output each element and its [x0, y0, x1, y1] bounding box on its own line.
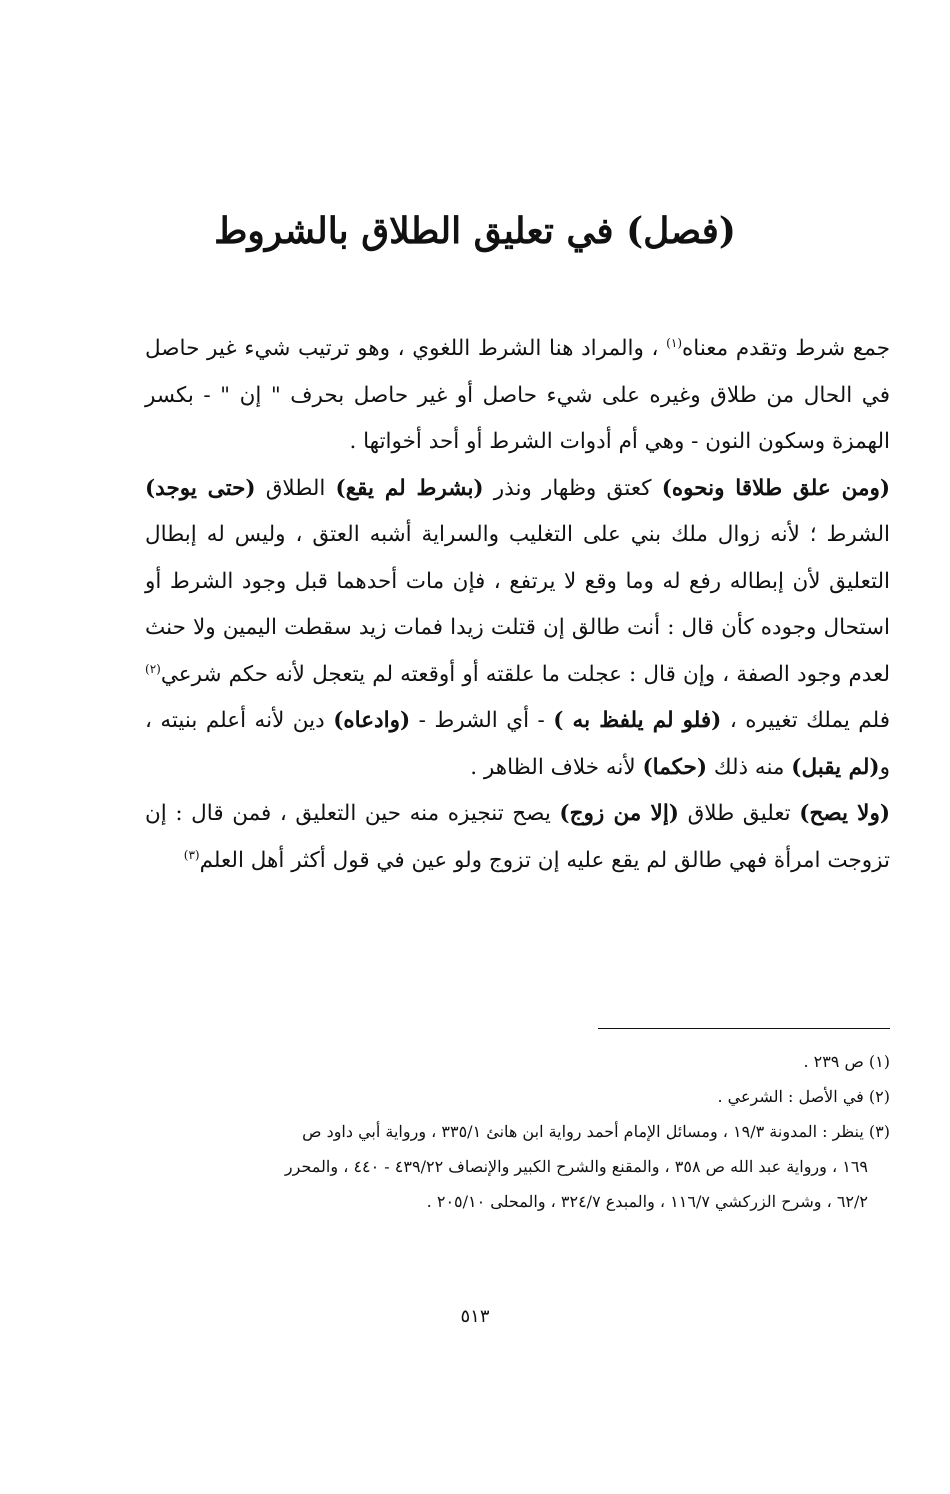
text-run: الطلاق: [255, 475, 336, 501]
footnote-3-line-3: ٦٢/٢ ، وشرح الزركشي ١١٦/٧ ، والمبدع ٣٢٤/٧ ، والمحلى ٢٠٥/١٠ .: [426, 1192, 868, 1211]
bold-phrase: (حكما): [642, 754, 707, 780]
text-run: كعتق وظهار ونذر: [483, 475, 662, 501]
text-run: تعليق طلاق: [678, 801, 800, 826]
footnote-ref-2[interactable]: (٢): [145, 661, 161, 676]
text-run: فلم يملك تغييره ،: [721, 708, 890, 733]
footnote-3-line-1: (٣) ينظر : المدونة ١٩/٣ ، ومسائل الإمام أحمد رواية ابن هانئ ٣٣٥/١ ، ورواية أبي داود ص: [302, 1122, 890, 1141]
text-run: يصح تنجيزه منه حين التعليق ، فمن قال : إن تزوجت امرأة فهي طالق لم يقع عليه إن تزوج ولو عين في قول أكثر أهل العلم: [145, 801, 890, 873]
footnote-ref-1[interactable]: (١): [666, 335, 682, 350]
bold-phrase: (ومن علق طلاقا ونحوه): [661, 475, 891, 501]
text-run: منه ذلك: [707, 754, 792, 780]
bold-phrase: (بشرط لم يقع): [335, 475, 484, 501]
footnote-2: (٢) في الأصل : الشرعي .: [717, 1087, 890, 1106]
text-run: ، والمراد هنا الشرط اللغوي ، وهو ترتيب شيء غير حاصل في الحال من طلاق وغيره على شيء حاصل أو غير حاصل بحرف " إن " - بكسر الهمزة وسكون النون - وهي أم أدوات الشرط أو أحد أخواتها .: [145, 336, 890, 454]
bold-phrase: (وادعاه): [333, 708, 411, 733]
bold-phrase: (إلا من زوج): [559, 801, 679, 826]
text-run: الشرط ؛ لأنه زوال ملك بني على التغليب والسراية أشبه العتق ، وليس له إبطال التعليق لأن إبطاله رفع له وما وقع لا يرتفع ، فإن مات أحدهما قبل وجود الشرط أو استحال وجوده كأن قال : أنت طالق إن قتلت زيدا فمات زيد سقطت اليمين ولا حنث لعدم وجود الصفة ، وإن قال : عجلت ما علقته أو أوقعته لم يتعجل لأنه حكم شرعي: [145, 522, 890, 687]
paragraph-3: [145, 791, 890, 884]
main-text: [145, 326, 890, 884]
text-run: دين لأنه أعلم بنيته ، و: [145, 708, 890, 780]
text-run: - أي الشرط -: [410, 708, 554, 733]
text-run: لأنه خلاف الظاهر .: [470, 754, 643, 780]
footnote-1: (١) ص ٢٣٩ .: [803, 1052, 890, 1071]
page-number: ٥١٣: [460, 1306, 490, 1327]
footnotes-section: [145, 1044, 890, 1219]
bold-phrase: (حتى يوجد): [145, 475, 256, 501]
bold-phrase: (لم يقبل): [791, 754, 880, 780]
footnote-3-line-2: ١٦٩ ، ورواية عبد الله ص ٣٥٨ ، والمقنع والشرح الكبير والإنصاف ٤٣٩/٢٢ - ٤٤٠ ، والمحرر: [284, 1157, 868, 1176]
bold-phrase: (فلو لم يلفظ به ): [553, 708, 722, 733]
text-run: جمع شرط وتقدم معناه: [682, 336, 890, 361]
section-title: (فصل) في تعليق الطلاق بالشروط: [214, 210, 736, 252]
footnote-ref-3[interactable]: (٣): [183, 847, 200, 862]
paragraph-1: [145, 326, 890, 466]
footnote-divider: [598, 1028, 890, 1029]
bold-phrase: (ولا يصح): [799, 801, 890, 826]
paragraph-2: [145, 466, 890, 792]
